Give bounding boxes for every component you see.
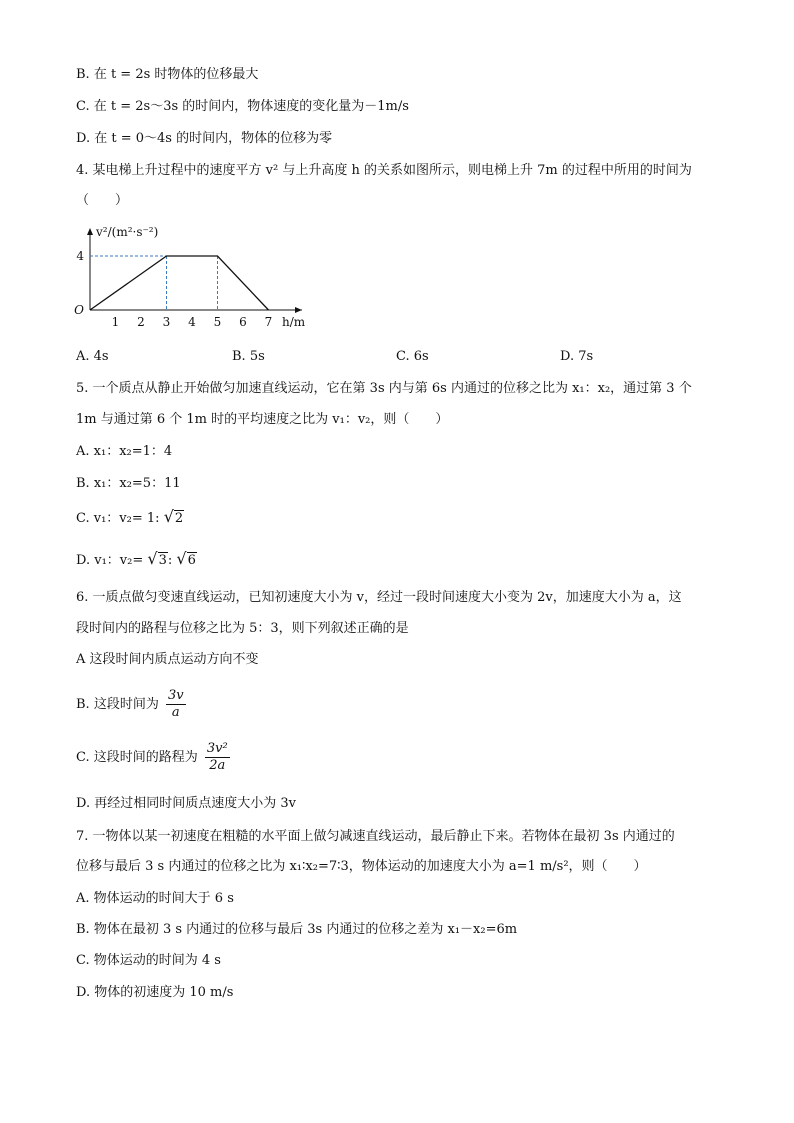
origin-label: O (74, 303, 84, 317)
q7-option-d: D. 物体的初速度为 10 m/s (76, 985, 234, 1000)
x-tick-label: 2 (137, 315, 145, 329)
q3-option-c: C. 在 t = 2s～3s 的时间内，物体速度的变化量为－1m/s (76, 99, 409, 114)
q6-stem-line2: 段时间内的路程与位移之比为 5：3，则下列叙述正确的是 (76, 621, 409, 636)
q5-option-d: D. v₁：v₂= √3: √6 (76, 549, 196, 568)
q6-option-c-text: C. 这段时间的路程为 (76, 750, 198, 765)
q4-stem-line2: （ ） (76, 193, 129, 208)
q6-option-d: D. 再经过相同时间质点速度大小为 3v (76, 796, 296, 811)
y-axis-label: v²/(m²·s⁻²) (96, 225, 159, 239)
fraction-denominator: a (171, 705, 180, 720)
q7-option-a: A. 物体运动的时间大于 6 s (76, 891, 234, 906)
q6-option-b (76, 688, 186, 721)
q6-option-a: A 这段时间内质点运动方向不变 (76, 652, 259, 667)
q4-option-c: C. 6s (396, 349, 429, 364)
x-tick-label: 1 (111, 315, 120, 329)
fraction-denominator: 2a (209, 758, 226, 773)
q5-option-a: A. x₁：x₂=1：4 (76, 444, 173, 459)
q5-option-c-text: C. v₁：v₂= 1: (76, 511, 160, 526)
x-tick-label: 6 (239, 315, 247, 329)
q4-option-d: D. 7s (560, 349, 594, 364)
q7-option-c: C. 物体运动的时间为 4 s (76, 953, 221, 968)
x-tick-label: 3 (162, 315, 171, 329)
sqrt-symbol: √2 (163, 507, 184, 526)
q5-option-d-text: D. v₁：v₂= (76, 553, 144, 568)
q3-option-b: B. 在 t = 2s 时物体的位移最大 (76, 67, 259, 82)
fraction-numerator: 3v (167, 688, 184, 703)
v2-h-chart (70, 222, 320, 332)
q4-options (76, 349, 716, 367)
q5-option-c-radicand: 2 (174, 511, 184, 526)
x-tick-label: 7 (264, 315, 273, 329)
q4-stem-line1: 4. 某电梯上升过程中的速度平方 v² 与上升高度 h 的关系如图所示，则电梯上升 7m 的过程中所用的时间为 (76, 163, 692, 178)
sqrt-symbol: √6 (176, 549, 196, 568)
q7-option-b: B. 物体在最初 3 s 内通过的位移与最后 3s 内通过的位移之差为 x₁－x₂=6m (76, 922, 518, 937)
fraction-numerator: 3v² (206, 741, 228, 756)
q3-option-d: D. 在 t = 0～4s 的时间内，物体的位移为零 (76, 131, 333, 146)
q5-option-b: B. x₁：x₂=5：11 (76, 476, 181, 491)
chart-plot-area (74, 225, 306, 329)
q5-option-c (76, 508, 184, 528)
q5-option-d-radicand-2: 6 (187, 553, 196, 568)
q4-option-b: B. 5s (232, 349, 265, 364)
x-axis-label: h/m (282, 315, 306, 329)
x-axis-arrow (295, 307, 302, 313)
q7-stem-line1: 7. 一物体以某一初速度在粗糙的水平面上做匀减速直线运动，最后静止下来。若物体在最初 3s 内通过的 (76, 829, 675, 844)
q5-option-d-radicand-1: 3 (158, 553, 167, 568)
sqrt-symbol: √3 (147, 549, 167, 568)
q6-option-c (76, 741, 230, 774)
x-tick-label: 4 (188, 315, 196, 329)
q7-stem-line2: 位移与最后 3 s 内通过的位移之比为 x₁∶x₂=7∶3，物体运动的加速度大小为 a=1 m/s²，则（ ） (76, 859, 647, 874)
q4-option-a: A. 4s (76, 349, 109, 364)
data-line (90, 256, 269, 310)
q6-stem-line1: 6. 一质点做匀变速直线运动，已知初速度大小为 v，经过一段时间速度大小变为 2v，加速度大小为 a，这 (76, 590, 682, 605)
y-tick-label: 4 (76, 249, 84, 263)
q6-option-b-text: B. 这段时间为 (76, 697, 159, 712)
y-axis-arrow (87, 228, 93, 235)
x-tick-label: 5 (213, 315, 222, 329)
fraction (166, 688, 186, 721)
q5-stem-line2: 1m 与通过第 6 个 1m 时的平均速度之比为 v₁：v₂，则（ ） (76, 412, 449, 427)
q5-stem-line1: 5. 一个质点从静止开始做匀加速直线运动，它在第 3s 内与第 6s 内通过的位移之比为 x₁：x₂，通过第 3 个 (76, 381, 692, 396)
fraction (205, 741, 230, 774)
